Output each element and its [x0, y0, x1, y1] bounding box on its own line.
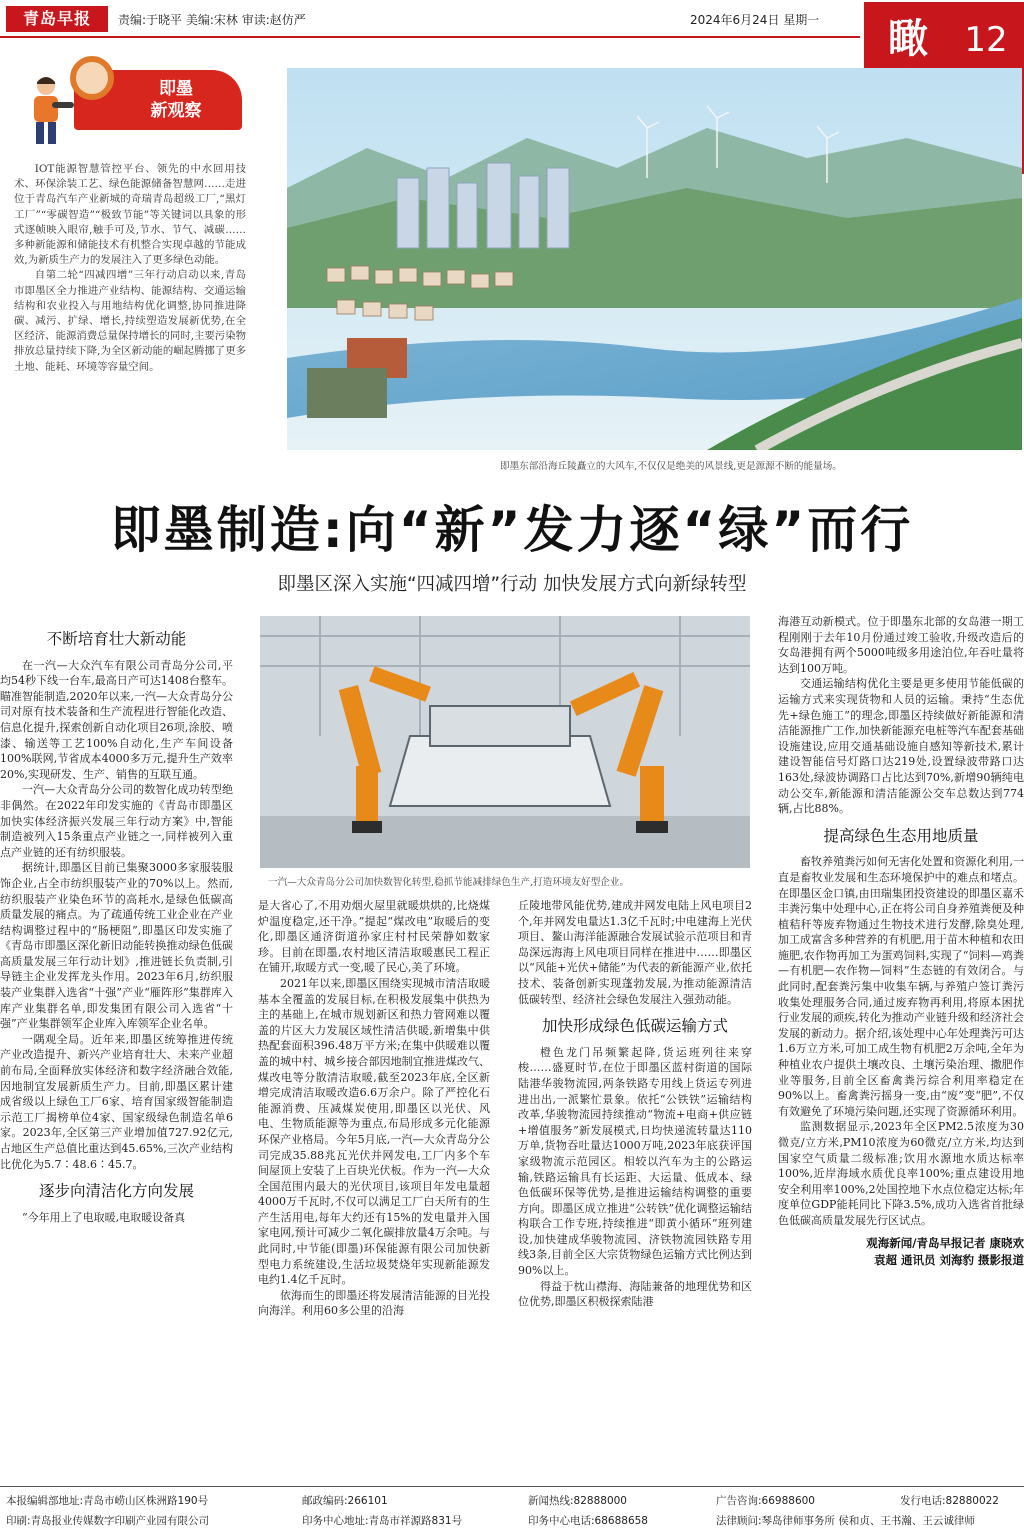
footer-item: 印刷:青岛报业传媒数字印刷产业园有限公司	[6, 1515, 210, 1527]
coastal-windfarm-photo	[287, 68, 1022, 450]
article-paragraph: 依海而生的即墨还将发展清洁能源的目光投向海洋。利用60多公里的沿海	[258, 1288, 490, 1318]
headline: 即墨制造:向“新”发力逐“绿”而行	[110, 501, 914, 559]
article-paragraph: 在一汽—大众汽车有限公司青岛分公司,平均54秒下线一台车,最高日产可达1408台整车。瞄准智能制造,2020年以来,一汽—大众青岛分公司对原有技术装备和生产流程进行智能化改造、信息化提升,探索创新自动化项目26项,涂胶、喷漆、输送等工艺100%自动化,生产车间设备100%联网,节省成本4000多万元,提升生产效率20%,实现研发、生产、销售的互联互通。	[0, 658, 233, 781]
intro-paragraph: 自第二轮“四减四增”三年行动启动以来,青岛市即墨区全力推进产业结构、能源结构、交通运输结构和农业投入与用地结构优化调整,协同推进降碳、减污、扩绿、增长,持续塑造发展新优势,在全区经济、能源消费总量保持增长的同时,主要污染物排放总量持续下降,为全区新动能的崛起腾挪了更多土地、能耗、环境等容量空间。	[14, 269, 246, 373]
article-paragraph: 一汽—大众青岛分公司的数智化成功转型绝非偶然。在2022年印发实施的《青岛市即墨区加快实体经济振兴发展三年行动方案》中,智能制造被列入15条重点产业链之一,同样被列入重点产业链的还有纺织服装。	[0, 783, 233, 859]
article-paragraph: 交通运输结构优化主要是更多使用节能低碳的运输方式来实现货物和人员的运输。秉持“生态优先+绿色施工”的理念,即墨区持续做好新能源和清洁能源推广工作,加快新能源充电桩等汽车配套基础设施建设,应用交通基础设施自感知等新技术,累计建设智能信号灯路口达219处,设置绿波带路口达163处,绿波协调路口占比达到70%,新增90辆纯电动公交车,新能源和清洁能源公交车总数达到774辆,占比88%。	[778, 677, 1024, 816]
article-paragraph: 橙色龙门吊频繁起降,货运班列往来穿梭……盛夏时节,在位于即墨区蓝村街道的国际陆港华骏物流园,两条铁路专用线上货运专列进进出出,一派繁忙景象。依托“公铁铁”运输结构改革,华骏物流园持续推动“物流+电商+供应链+增值服务”新发展模式,日均快递流转量达110万单,货物吞吐量达1000万吨,2023年底获评国家级物流示范园区。相较以汽车为主的公路运输,铁路运输具有长运距、大运量、低成本、绿色低碳环保等优势,是推进运输结构调整的重要方向。即墨区成立推进“公转铁”优化调整运输结构联合工作专班,持续推进“即黄小循环”班列建设,加快建成华骏物流园、济铁物流园铁路专用线3条,目前全区大宗货物绿色运输方式比例达到90%以上。	[518, 1045, 752, 1278]
article-column-1	[0, 620, 233, 1225]
section-heading: 提高绿色生态用地质量	[823, 826, 979, 845]
section-title: 瞰	[888, 16, 928, 62]
footer-item: 本报编辑部地址:青岛市崂山区株洲路190号	[6, 1495, 209, 1507]
page-footer	[0, 1486, 1024, 1531]
article-paragraph: 监测数据显示,2023年全区PM2.5浓度为30微克/立方米,PM10浓度为60微克/立方米,均达到国家空气质量二级标准;饮用水源地水质达标率100%,近岸海域水质优良率100%;重点建设用地安全利用率100%,2处国控地下水点位稳定达标;年度单位GDP能耗同比下降3.5%,成功入选省首批绿色低碳高质量发展先行区试点。	[778, 1120, 1024, 1227]
footer-item: 印务中心地址:青岛市祥源路831号	[302, 1515, 463, 1527]
article-paragraph: 海港互动新模式。位于即墨东北部的女岛港一期工程刚刚于去年10月份通过竣工验收,升级改造后的女岛港拥有两个5000吨级多用途泊位,年吞吐量将达到100万吨。	[778, 615, 1024, 675]
article-paragraph: 是大省心了,不用劝烟火屋里就暖烘烘的,比烧煤炉温度稳定,还干净。”提起“煤改电”取暖后的变化,即墨区通济街道孙家庄村村民荣静如数家珍。目前在即墨,农村地区清洁取暖惠民工程正在铺开,取暖方式一变,暖了民心,美了环境。	[258, 899, 490, 975]
footer-row-1	[0, 1493, 1024, 1511]
footer-row-2	[0, 1513, 1024, 1531]
article-paragraph: 得益于枕山襟海、海陆兼备的地理优势和区位优势,即墨区积极探索陆港	[518, 1279, 752, 1309]
article-paragraph: 据统计,即墨区目前已集聚3000多家服装服饰企业,占全市纺织服装产业的70%以上。然而,纺织服装产业染色环节的高耗水,是绿色低碳高质量发展的痛点。为了疏通传统工业企业在产业结构调整过程中的“肠梗阻”,即墨区印发实施了《青岛市即墨区深化新旧动能转换推动绿色低碳高质量发展三年行动计划》,推进链长负责制,引导链主企业发挥龙头作用。2023年6月,纺织服装产业集群入选省“十强”产业“雁阵形”集群库入库产业集群名单,即发集团有限公司入选省“十强”产业集群领军企业库入库领军企业名单。	[0, 861, 233, 1031]
byline	[778, 1235, 1024, 1269]
masthead: 青岛早报	[6, 6, 108, 32]
article-column-3	[518, 898, 752, 1310]
footer-item: 广告咨询:66988600	[716, 1495, 815, 1507]
subheadline: 即墨区深入实施“四减四增”行动 加快发展方式向新绿转型	[277, 574, 747, 595]
article-column-2	[258, 898, 490, 1319]
section-heading: 加快形成绿色低碳运输方式	[541, 1017, 728, 1036]
footer-item: 法律顾问:琴岛律师事务所 侯和贞、王书瀚、王云诚律师	[716, 1515, 975, 1527]
byline-line: 袁超 通讯员 刘海豹 摄影报道	[873, 1252, 1024, 1267]
footer-item: 新闻热线:82888000	[528, 1495, 627, 1507]
intro-text	[14, 162, 246, 375]
article-paragraph: 丘陵地带风能优势,建成并网发电陆上风电项目2个,年并网发电量达1.3亿千瓦时;中电建海上光伏项目、鳌山海洋能源融合发展试验示范项目和青岛深远海海上风电项目同样在推进中……即墨区以“风能+光伏+储能”为代表的新能源产业,依托技术、装备创新实现蓬勃发展,为推动能源清洁低碳转型、经济社会绿色发展注入强劲动能。	[518, 899, 752, 1006]
section-heading: 逐步向清洁化方向发展	[38, 1182, 194, 1201]
intro-paragraph: IOT能源智慧管控平台、领先的中水回用技术、环保涂装工艺、绿色能源储备智慧网……走进位于青岛汽车产业新城的奇瑞青岛超级工厂,“黑灯工厂”“零碳智造”“极致节能”等关键词以具象的形式逐帧映入眼帘,触手可及,节水、节气、减碳……多种新能源和储能技术有机整合实现卓越的节能成效,为新质生产力的发展注入了更多绿色动能。	[14, 163, 246, 267]
page-header	[0, 0, 860, 38]
column-name-line1: 即墨	[159, 79, 193, 99]
column-name	[116, 78, 236, 122]
footer-item: 发行电话:82880022	[900, 1495, 999, 1507]
issue-date: 2024年6月24日 星期一	[690, 13, 820, 27]
editor-credits: 责编:于晓平 美编:宋林 审读:赵仿严	[118, 13, 306, 27]
section-heading: 不断培育壮大新动能	[46, 630, 187, 648]
article-paragraph: 一隅观全局。近年来,即墨区统筹推进传统产业改造提升、新兴产业培育壮大、未来产业超前布局,全面释放实体经济和数字经济融合效能,因地制宜发展新质生产力。目前,即墨区累计建成省级以上绿色工厂6家、培育国家级智能制造示范工厂揭榜单位4家、国家级绿色制造名单6家。2023年,全区第三产业增加值727.92亿元,占地区生产总值比重达到45.65%,三次产业结构比优化为5.7∶48.6∶45.7。	[0, 1032, 233, 1171]
article-paragraph: “今年用上了电取暖,电取暖设备真	[22, 1210, 186, 1224]
hero-caption: 即墨东部沿海丘陵矗立的大风车,不仅仅是绝美的风景线,更是源源不断的能量场。	[500, 461, 842, 472]
column-logo	[14, 52, 242, 148]
column-name-line2: 新观察	[150, 101, 202, 121]
magnifier-icon	[70, 56, 114, 100]
footer-item: 邮政编码:266101	[302, 1495, 388, 1507]
page-number: 12	[964, 20, 1008, 60]
factory-caption: 一汽—大众青岛分公司加快数智化转型,稳抓节能减排绿色生产,打造环境友好型企业。	[268, 877, 630, 888]
article-column-4	[778, 614, 1024, 1269]
byline-line: 观海新闻/青岛早报记者 康晓欢	[866, 1235, 1024, 1250]
footer-item: 印务中心电话:68688658	[528, 1515, 648, 1527]
robotic-assembly-photo	[260, 616, 750, 868]
article-paragraph: 畜牧养殖粪污如何无害化处置和资源化利用,一直是畜牧业发展和生态环境保护中的难点和堵点。在即墨区金口镇,由田瑞集团投资建设的即墨区嘉禾丰粪污集中处理中心,正在将公司自身养殖粪便及种植秸秆等废弃物通过生物技术进行发酵,除臭处理,加工成富含多种营养的有机肥,用于苗木种植和农田施肥,农作物再加工为蛋鸡饲料,实现了“饲料—鸡粪—有机肥—农作物—饲料”生态链的有效闭合。与此同时,配套粪污集中收集车辆,与养殖户签订粪污收集处理服务合同,通过废弃物再利用,将原本困扰行业发展的顽疾,转化为推动产业链升级和经济社会发展的新动力。据介绍,该处理中心年处理粪污可达1.6万立方米,可加工成生物有机肥2万余吨,全年为种植业农户提供土壤改良、土壤污染治理、撒肥作业等服务,目前全区畜禽粪污综合利用率稳定在90%以上。畜禽粪污摇身一变,由“废”变“肥”,不仅有效避免了环境污染问题,还实现了资源循环利用。	[778, 855, 1024, 1118]
reporter-figure-icon	[22, 74, 76, 146]
article-paragraph: 2021年以来,即墨区围绕实现城市清洁取暖基本全覆盖的发展目标,在积极发展集中供热为主的基础上,在城市规划新区和热力管网难以覆盖的片区大力发展区域性清洁供暖,新增集中供热配套面积396.48万平方米;在集中供暖难以覆盖的城中村、城乡接合部因地制宜推进煤改气、煤改电等分散清洁取暖,截至2023年底,全区新增完成清洁取暖改造6.6万余户。除了严控化石能源消费、压减煤炭使用,即墨区以光伏、风电、生物质能源等为重点,布局形成多元化能源环保产业格局。今年5月底,一汽—大众青岛分公司完成35.88兆瓦光伏并网发电,工厂内多个车间屋顶上安装了上百块光伏板。作为一汽—大众全国范围内最大的光伏项目,该项目年发电量超4000万千瓦时,不仅可以满足工厂白天所有的生产生活用电,每年大约还有15%的发电量并入国家电网,预计可减少二氧化碳排放量4万余吨。与此同时,中节能(即墨)环保能源有限公司加快新型电力系统建设,生活垃圾焚烧年实现新能源发电约1.4亿千瓦时。	[258, 976, 490, 1287]
